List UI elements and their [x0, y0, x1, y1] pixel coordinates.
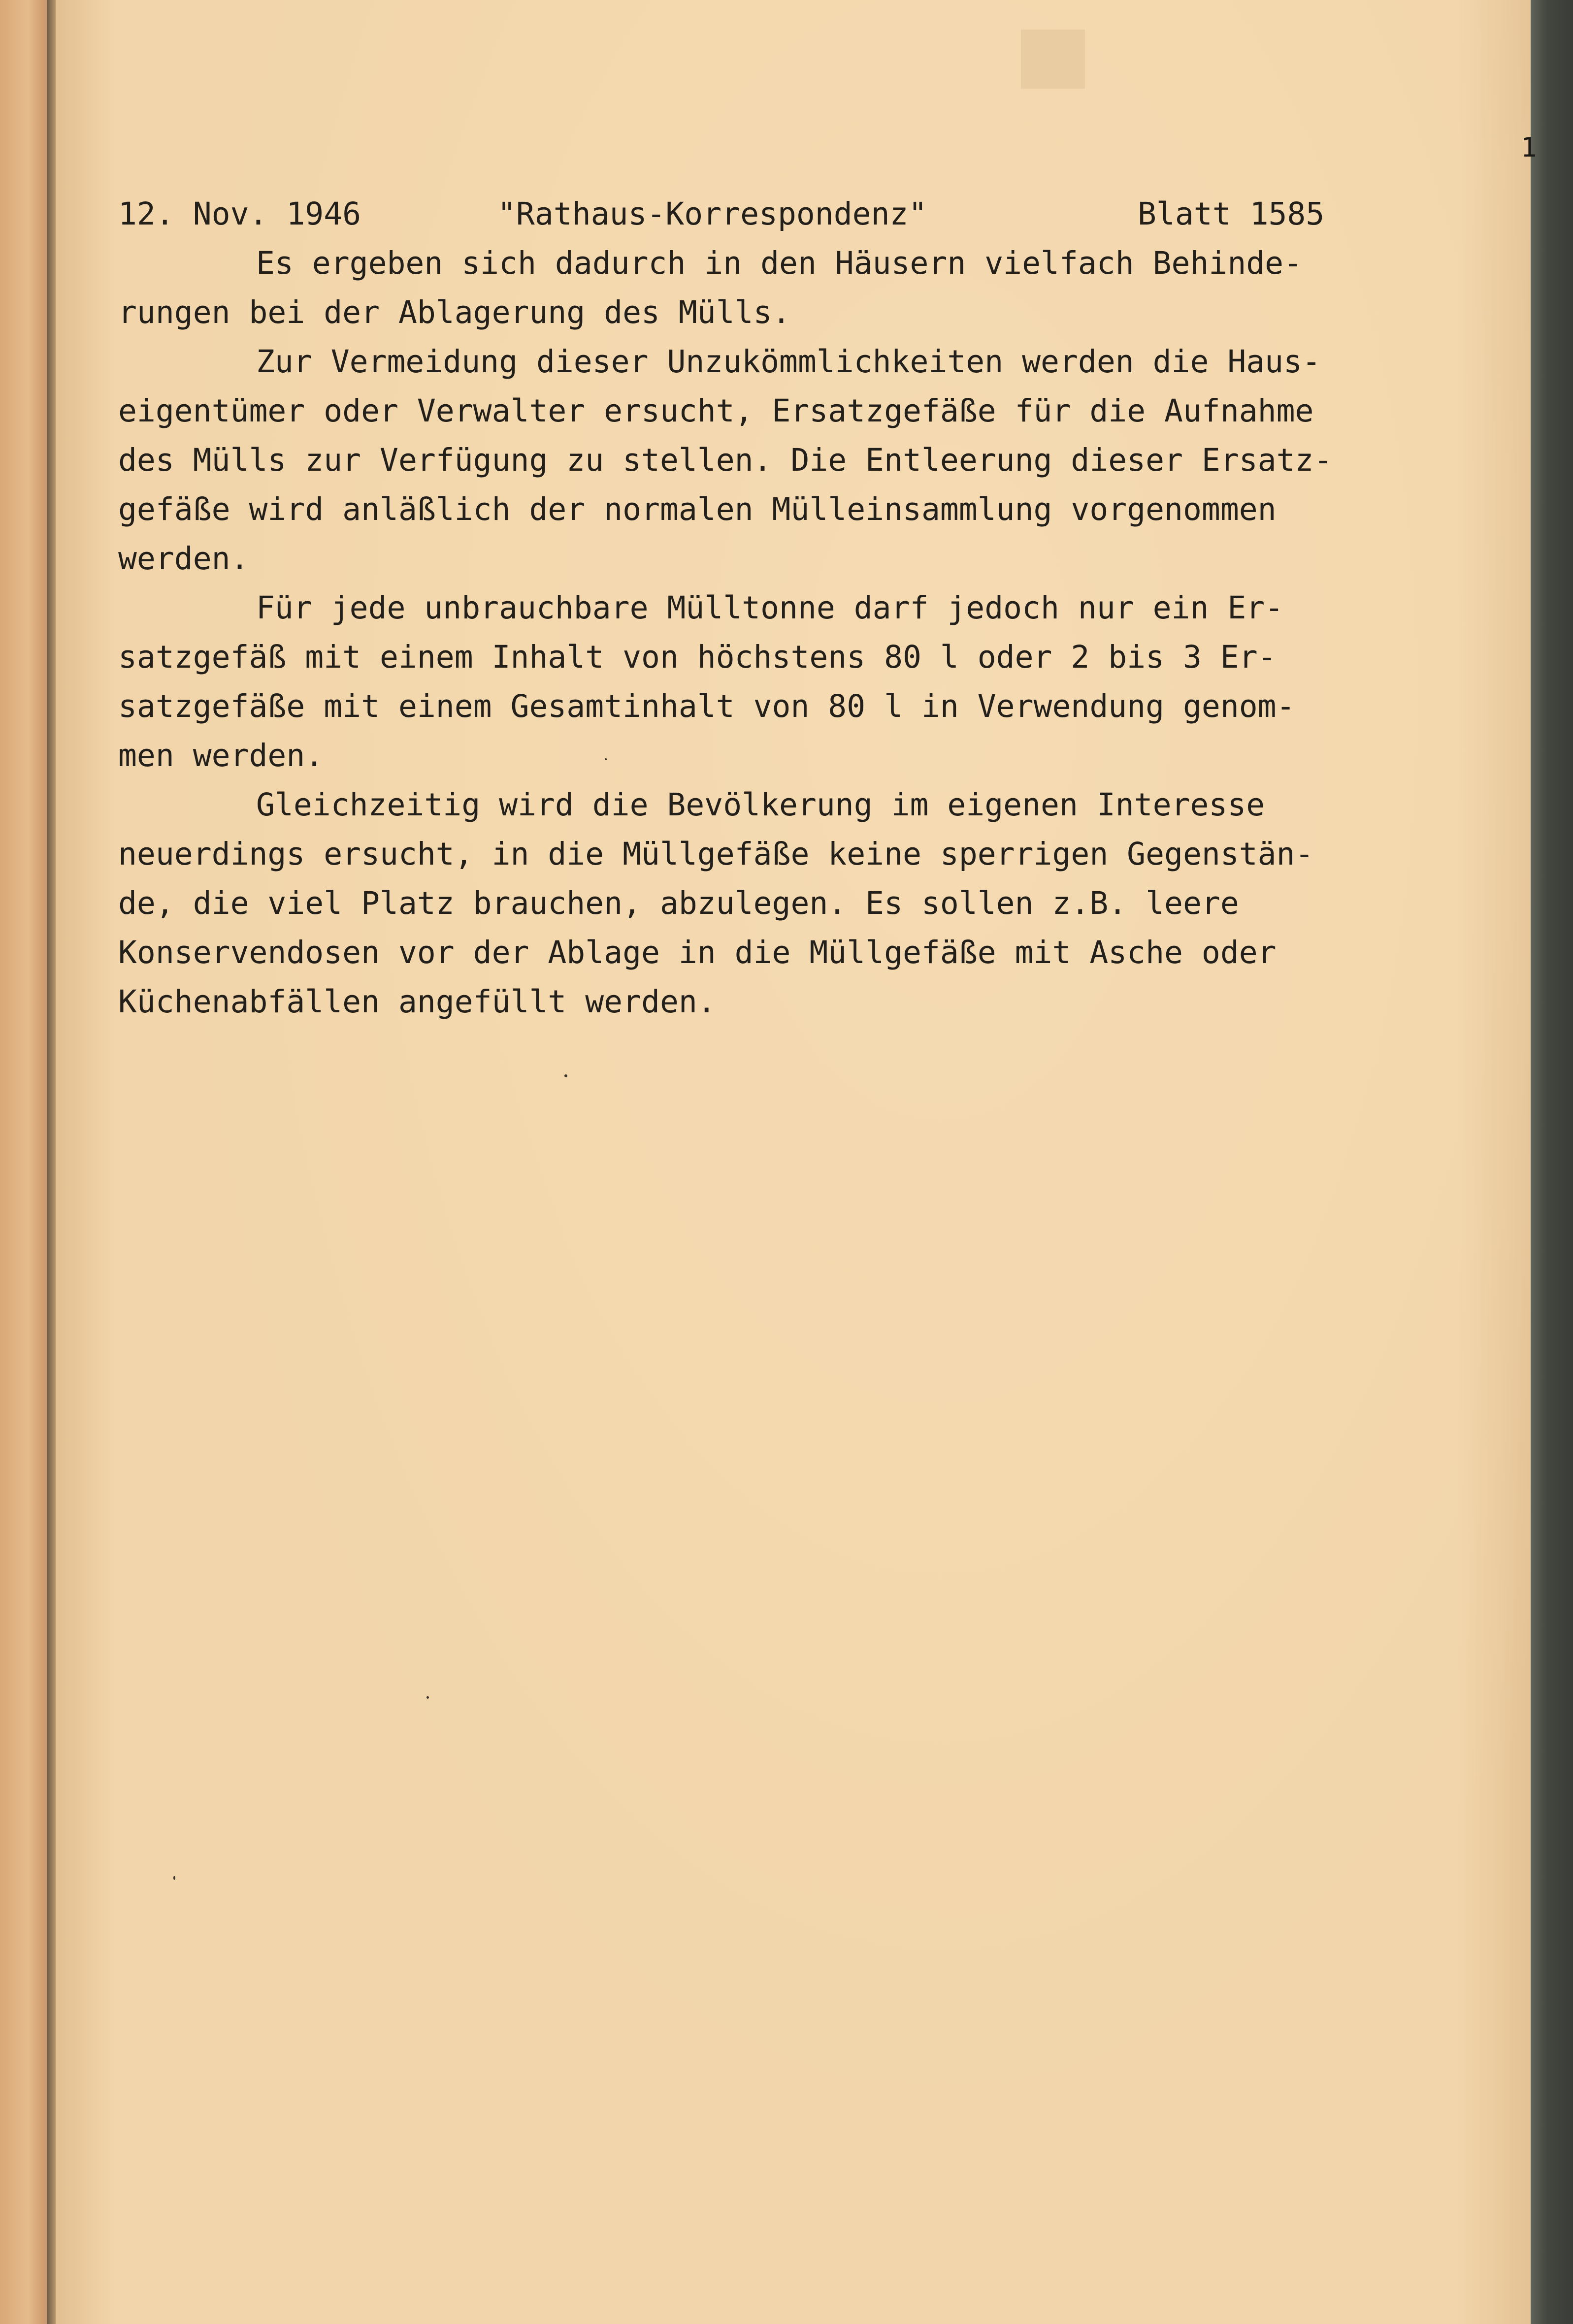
page-mark: 1 — [1521, 132, 1537, 163]
header-publication: "Rathaus-Korrespondenz" — [497, 196, 927, 232]
paper-speck — [426, 1696, 429, 1699]
text-line: des Mülls zur Verfügung zu stellen. Die Entleerung dieser Ersatz- — [118, 442, 1333, 478]
text-line: Konservendosen vor der Ablage in die Müllgefäße mit Asche oder — [118, 935, 1277, 970]
tape-residue — [1021, 30, 1085, 89]
typewritten-text — [118, 190, 1409, 1027]
paragraph-3 — [118, 583, 1409, 780]
paper-speck — [605, 758, 607, 760]
previous-page-edge — [0, 0, 47, 2324]
text-line: Für jede unbrauchbare Mülltonne darf jedoch nur ein Er- — [256, 590, 1284, 626]
paragraph-1 — [118, 239, 1409, 337]
text-line: eigentümer oder Verwalter ersucht, Ersatzgefäße für die Aufnahme — [118, 393, 1314, 429]
text-line: gefäße wird anläßlich der normalen Mülleinsammlung vorgenommen — [118, 491, 1277, 527]
text-line: werden. — [118, 541, 249, 577]
paper-speck — [173, 1876, 175, 1880]
text-line: Gleichzeitig wird die Bevölkerung im eigenen Interesse — [256, 787, 1265, 823]
paragraph-4 — [118, 780, 1409, 1027]
text-line: Zur Vermeidung dieser Unzukömmlichkeiten werden die Haus- — [256, 344, 1321, 380]
header-date: 12. Nov. 1946 — [118, 196, 361, 232]
header-sheet-number: Blatt 1585 — [1138, 196, 1325, 232]
text-line: men werden. — [118, 738, 324, 774]
text-line: rungen bei der Ablagerung des Mülls. — [118, 294, 791, 330]
text-line: Küchenabfällen angefüllt werden. — [118, 984, 716, 1020]
page-header — [118, 190, 1409, 239]
text-line: satzgefäße mit einem Gesamtinhalt von 80 l in Verwendung genom- — [118, 688, 1295, 724]
paper-speck — [564, 1074, 567, 1077]
paragraph-2 — [118, 337, 1409, 583]
page-right-edge — [1531, 0, 1573, 2324]
text-line: de, die viel Platz brauchen, abzulegen. Es sollen z.B. leere — [118, 885, 1239, 921]
text-line: satzgefäß mit einem Inhalt von höchstens 80 l oder 2 bis 3 Er- — [118, 639, 1277, 675]
book-gutter — [47, 0, 56, 2324]
text-line: neuerdings ersucht, in die Müllgefäße keine sperrigen Gegenstän- — [118, 836, 1314, 872]
text-line: Es ergeben sich dadurch in den Häusern vielfach Behinde- — [256, 245, 1303, 281]
